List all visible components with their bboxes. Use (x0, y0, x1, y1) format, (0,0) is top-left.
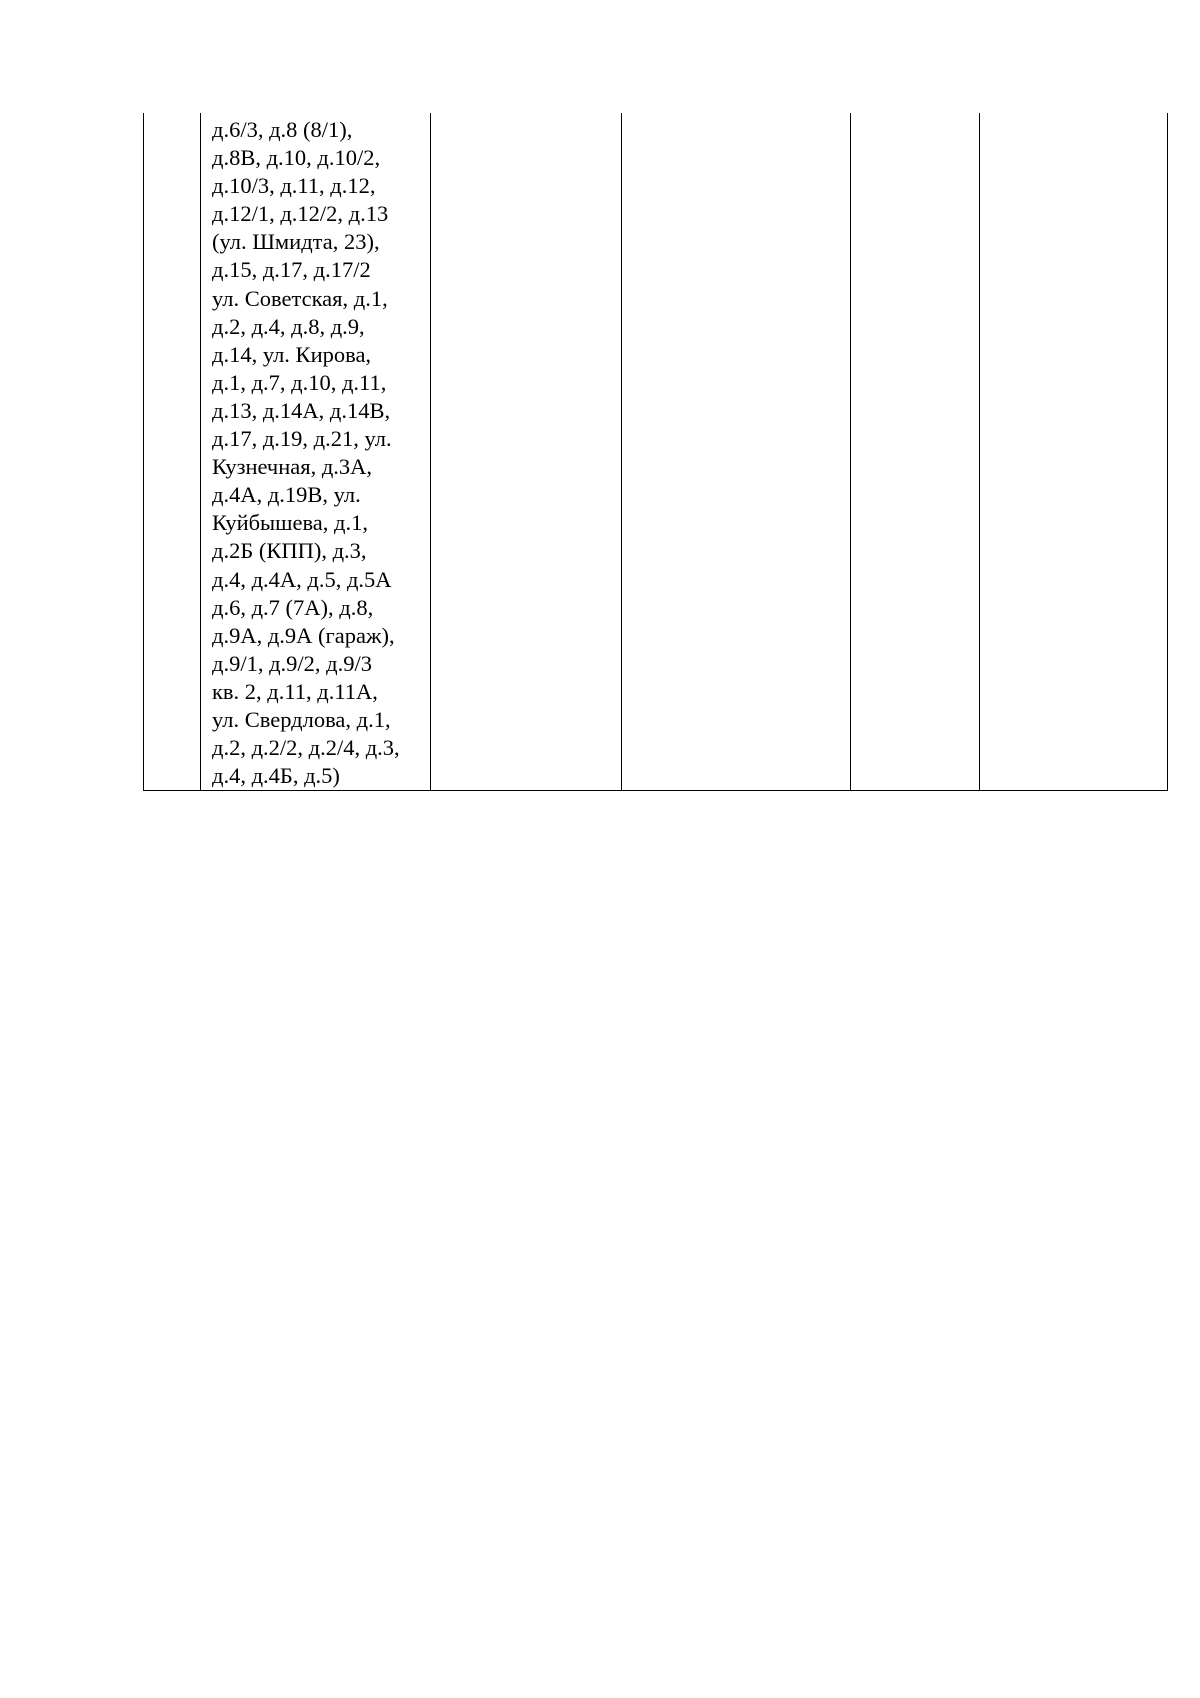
address-line: д.12/1, д.12/2, д.13 (212, 201, 389, 227)
address-line: Кузнечная, д.3А, (212, 454, 373, 480)
address-line: д.15, д.17, д.17/2 (212, 257, 371, 283)
continuation-table (143, 113, 1168, 791)
address-line: (ул. Шмидта, 23), (212, 229, 380, 255)
cell-empty-3 (431, 113, 622, 791)
address-line: ул. Свердлова, д.1, (212, 706, 391, 732)
address-line: ул. Советская, д.1, (212, 285, 388, 311)
cell-number (144, 113, 201, 791)
cell-addresses (201, 113, 431, 791)
address-line: д.4А, д.19В, ул. (212, 482, 361, 508)
address-line: д.17, д.19, д.21, ул. (212, 426, 392, 452)
address-line: д.2, д.4, д.8, д.9, (212, 313, 365, 339)
address-line: Куйбышева, д.1, (212, 510, 368, 536)
address-line: д.4, д.4А, д.5, д.5А (212, 566, 392, 592)
address-line: д.4, д.4Б, д.5) (212, 763, 340, 789)
cell-empty-4 (622, 113, 851, 791)
address-line: д.9/1, д.9/2, д.9/3 (212, 650, 372, 676)
cell-empty-6 (980, 113, 1168, 791)
address-line: кв. 2, д.11, д.11А, (212, 678, 378, 704)
address-line: д.6, д.7 (7А), д.8, (212, 594, 374, 620)
address-line: д.2Б (КПП), д.3, (212, 538, 367, 564)
address-line: д.8В, д.10, д.10/2, (212, 145, 381, 171)
address-line: д.2, д.2/2, д.2/4, д.3, (212, 735, 400, 761)
address-line: д.13, д.14А, д.14В, (212, 397, 391, 423)
address-list (201, 113, 430, 790)
address-line: д.9А, д.9А (гараж), (212, 622, 395, 648)
address-line: д.6/3, д.8 (8/1), (212, 117, 353, 142)
address-line: д.14, ул. Кирова, (212, 341, 372, 367)
cell-empty-5 (851, 113, 980, 791)
address-line: д.1, д.7, д.10, д.11, (212, 369, 387, 395)
table-row (144, 113, 1168, 791)
address-line: д.10/3, д.11, д.12, (212, 173, 376, 199)
